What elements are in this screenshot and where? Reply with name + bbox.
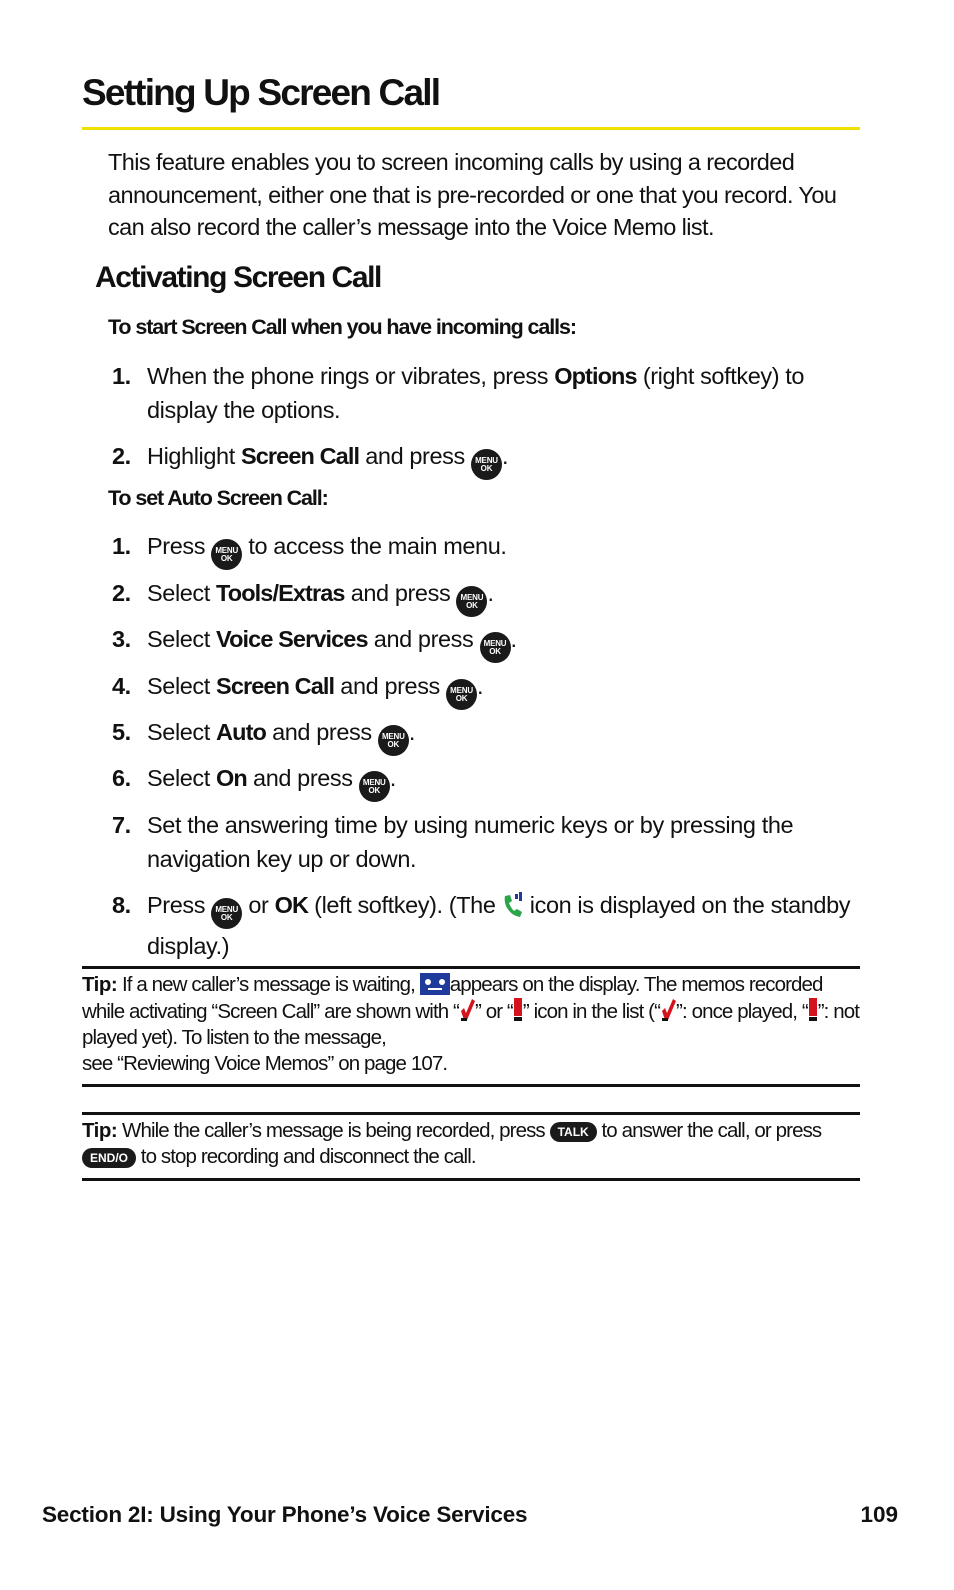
step-term: On — [216, 765, 247, 791]
menu-ok-key-icon: MENU OK — [446, 679, 477, 710]
step-number: 2. — [112, 443, 131, 469]
step-text: . — [501, 443, 509, 469]
menu-ok-key-icon: MENU OK — [480, 632, 511, 663]
intro-paragraph: This feature enables you to screen incoming calls by using a recorded announcement, either one that is pre-recorded or one that you record. You can also record the caller’s message into the Voice Memo list. — [108, 149, 837, 240]
step-text: and press — [334, 673, 447, 699]
tip-label: Tip: — [82, 1119, 118, 1142]
step-auto-6 — [112, 761, 852, 802]
step-text: When the phone rings or vibrates, press — [147, 363, 555, 389]
tip-text: If a new caller’s message is waiting, — [117, 973, 420, 996]
step-term: Tools/Extras — [216, 580, 345, 606]
step-text: (right softkey) to display the options. — [147, 363, 805, 423]
step-text: icon is displayed on the standby display.) — [147, 892, 851, 959]
step-number: 3. — [112, 626, 131, 652]
step-incoming-2 — [112, 439, 852, 480]
procedure-heading-auto: To set Auto Screen Call: — [108, 486, 328, 510]
step-text: and press — [359, 443, 471, 469]
tip-text: to stop recording and disconnect the call. — [136, 1145, 476, 1168]
step-auto-7 — [112, 808, 852, 876]
step-term: Auto — [216, 719, 266, 745]
step-text: . — [510, 626, 517, 652]
step-incoming-1 — [112, 359, 852, 427]
step-text: Select — [147, 673, 217, 699]
section-heading: Activating Screen Call — [95, 261, 381, 294]
step-text: and press — [246, 765, 359, 791]
tip-text: see “Reviewing Voice Memos” on page 107. — [82, 1052, 448, 1075]
step-auto-5 — [112, 715, 852, 756]
step-text: . — [487, 580, 494, 606]
tip-text: ” or “ — [474, 1000, 513, 1023]
step-text: and press — [367, 626, 480, 652]
end-key-icon: END/O — [82, 1148, 136, 1168]
step-auto-8 — [112, 888, 852, 963]
step-text: and press — [344, 580, 457, 606]
step-auto-3 — [112, 622, 852, 663]
step-number: 1. — [112, 533, 131, 559]
tip-box-new-message — [82, 966, 860, 1087]
menu-ok-key-icon: MENU OK — [471, 449, 502, 480]
step-text: and press — [265, 719, 378, 745]
page-number: 109 — [860, 1502, 898, 1527]
step-number: 8. — [112, 892, 131, 918]
tip-text: While the caller’s message is being recorded, press — [117, 1119, 550, 1142]
played-memo-icon — [459, 998, 475, 1022]
step-text: (left softkey). (The — [308, 892, 502, 918]
step-text: . — [389, 765, 396, 791]
step-text: . — [408, 719, 415, 745]
tip-label: Tip: — [82, 973, 118, 996]
talk-key-icon: TALK — [550, 1122, 597, 1142]
unplayed-memo-icon — [808, 998, 818, 1022]
step-number: 5. — [112, 719, 131, 745]
step-term: Options — [554, 363, 637, 389]
step-text: Set the answering time by using numeric keys or by pressing the navigation key up or down. — [147, 812, 794, 872]
step-term: Voice Services — [216, 626, 368, 652]
step-text: Select — [147, 580, 217, 606]
step-text: to access the main menu. — [242, 533, 507, 559]
tip-text: ”: once played, “ — [676, 1000, 808, 1023]
step-text: Select — [147, 719, 217, 745]
menu-ok-key-icon: MENU OK — [456, 586, 487, 617]
step-auto-1 — [112, 529, 852, 570]
menu-ok-key-icon: MENU OK — [378, 725, 409, 756]
step-text: Select — [147, 626, 217, 652]
tip-text: appears on the display. The memos recorded while activating “Screen Call” are shown with “ — [82, 973, 823, 1023]
step-term: Screen Call — [216, 673, 335, 699]
step-auto-4 — [112, 669, 852, 710]
tip-box-recording — [82, 1112, 860, 1181]
voice-message-icon — [420, 973, 450, 995]
screen-call-phone-icon — [502, 892, 524, 918]
tip-text: ” icon in the list (“ — [522, 1000, 661, 1023]
menu-ok-key-icon: MENU OK — [211, 898, 242, 929]
played-memo-icon — [660, 998, 676, 1022]
tip-text: ”: not played yet). To listen to the message, — [82, 1000, 860, 1049]
step-text: Press — [147, 892, 212, 918]
unplayed-memo-icon — [513, 998, 523, 1022]
step-number: 6. — [112, 765, 131, 791]
step-text: Highlight — [147, 443, 241, 469]
step-number: 4. — [112, 673, 131, 699]
step-number: 7. — [112, 812, 131, 838]
step-text: . — [477, 673, 484, 699]
title-rule — [82, 127, 860, 130]
step-number: 1. — [112, 363, 131, 389]
step-text: or — [242, 892, 275, 918]
step-term: OK — [274, 892, 309, 918]
page-title: Setting Up Screen Call — [82, 72, 440, 113]
step-auto-2 — [112, 576, 852, 617]
menu-ok-key-icon: MENU OK — [211, 539, 242, 570]
tip-text: to answer the call, or press — [596, 1119, 822, 1142]
menu-ok-key-icon: MENU OK — [359, 771, 390, 802]
step-text: Press — [147, 533, 212, 559]
step-term: Screen Call — [240, 443, 360, 469]
footer-section-title: Section 2I: Using Your Phone’s Voice Services — [42, 1502, 528, 1527]
step-text: Select — [147, 765, 217, 791]
step-number: 2. — [112, 580, 131, 606]
procedure-heading-incoming: To start Screen Call when you have incoming calls: — [108, 315, 576, 339]
